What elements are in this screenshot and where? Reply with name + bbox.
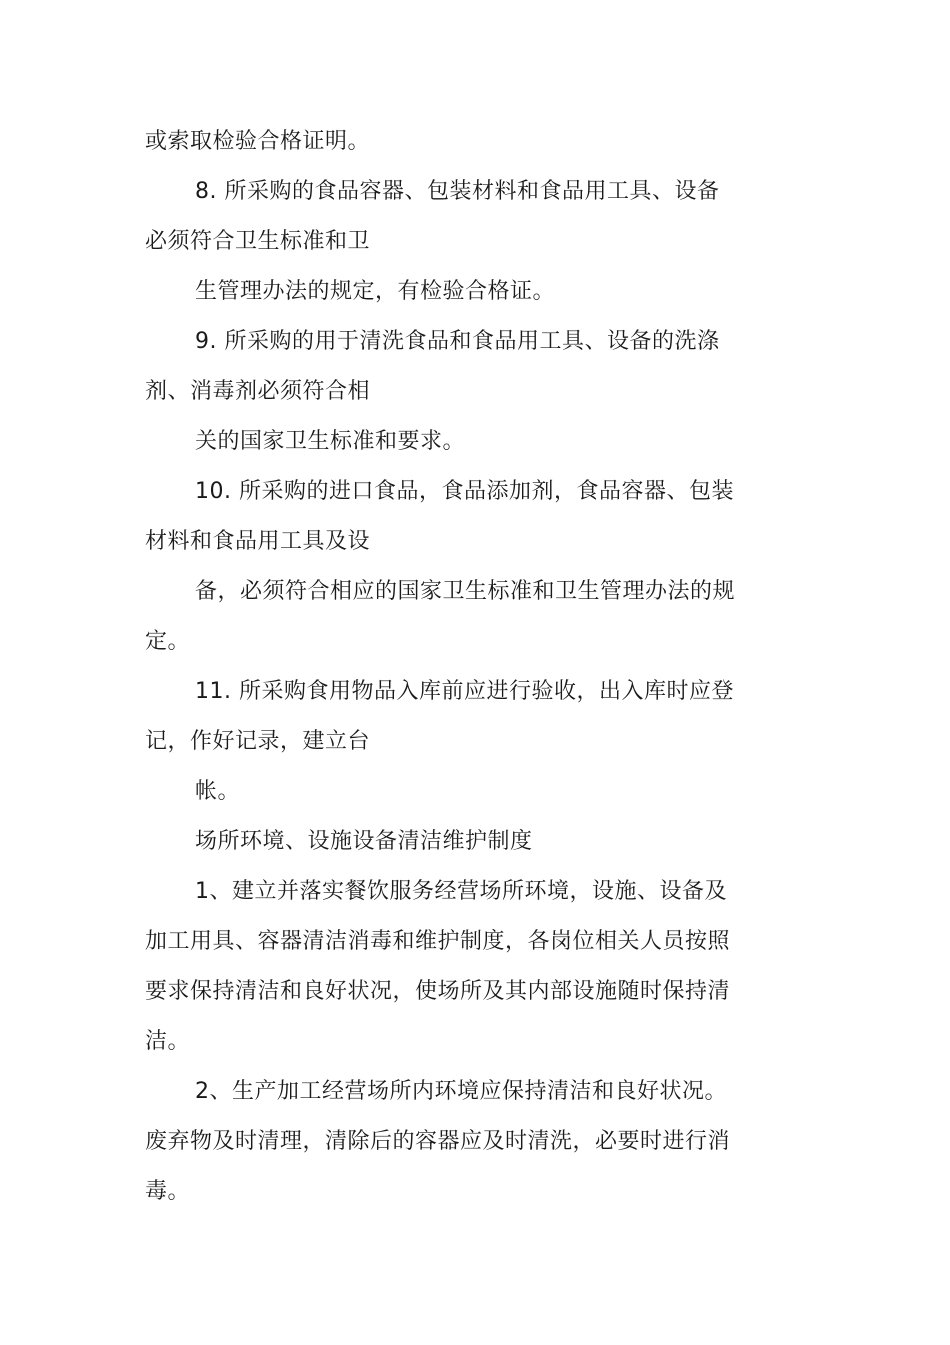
text-line: 关的国家卫生标准和要求。: [195, 429, 466, 454]
item-10-line: 10. 所采购的进口食品，食品添加剂，食品容器、包装: [195, 479, 734, 504]
text-line: 必须符合卫生标准和卫: [145, 229, 371, 254]
text-line: 洁。: [145, 1029, 191, 1054]
text-line: 定。: [145, 629, 191, 654]
text-line: 加工用具、容器清洁消毒和维护制度，各岗位相关人员按照: [145, 929, 731, 954]
clause-2-line: 2、生产加工经营场所内环境应保持清洁和良好状况。: [195, 1079, 727, 1104]
text-line: 剂、消毒剂必须符合相: [145, 379, 371, 404]
text-line: 毒。: [145, 1179, 191, 1204]
item-9-line: 9. 所采购的用于清洗食品和食品用工具、设备的洗涤: [195, 329, 720, 354]
clause-1-line: 1、建立并落实餐饮服务经营场所环境，设施、设备及: [195, 879, 727, 904]
section-heading: 场所环境、设施设备清洁维护制度: [195, 829, 533, 854]
text-line: 材料和食品用工具及设: [145, 529, 371, 554]
text-line: 生管理办法的规定，有检验合格证。: [195, 279, 556, 304]
text-line: 要求保持清洁和良好状况，使场所及其内部设施随时保持清: [145, 979, 731, 1004]
item-8-line: 8. 所采购的食品容器、包装材料和食品用工具、设备: [195, 179, 720, 204]
text-line: 备，必须符合相应的国家卫生标准和卫生管理办法的规: [195, 579, 736, 604]
text-line: 或索取检验合格证明。: [145, 129, 371, 154]
text-line: 记，作好记录，建立台: [145, 729, 371, 754]
item-11-line: 11. 所采购食用物品入库前应进行验收，出入库时应登: [195, 679, 734, 704]
text-line: 帐。: [195, 779, 241, 804]
text-line: 废弃物及时清理，清除后的容器应及时清洗，必要时进行消: [145, 1129, 731, 1154]
